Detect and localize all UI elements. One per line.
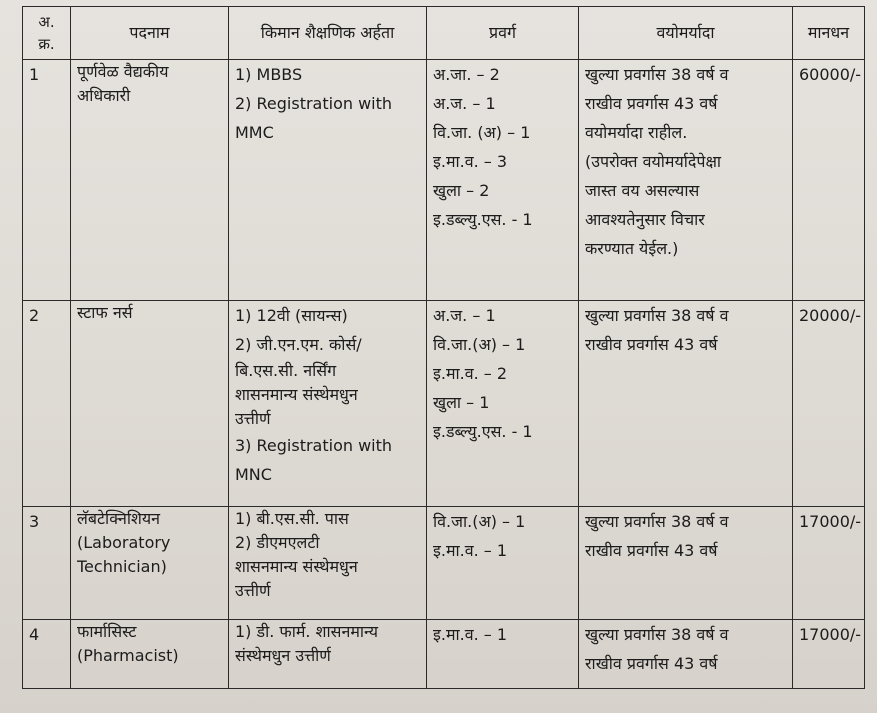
table-row (23, 620, 865, 689)
category-line: खुला – 2 (433, 181, 490, 200)
qualification-line: 1) डी. फार्म. शासनमान्य (235, 622, 379, 641)
category-line: इ.डब्ल्यु.एस. - 1 (433, 422, 533, 441)
category-line: इ.मा.व. – 3 (433, 152, 508, 171)
header-age-limit: वयोमर्यादा (579, 7, 793, 60)
cell-qualification (229, 507, 427, 620)
qualification-line: 2) जी.एन.एम. कोर्स/ (235, 335, 362, 354)
qualification-line: 2) Registration with (235, 94, 393, 113)
cell-age-limit (579, 60, 793, 301)
post-line: स्टाफ नर्स (77, 303, 133, 322)
category-line: इ.मा.व. – 1 (433, 625, 508, 644)
header-serial-line2: क्र. (38, 35, 55, 53)
age-limit-line: आवश्यतेनुसार विचार (585, 210, 705, 229)
cell-age-limit (579, 620, 793, 689)
qualification-line: संस्थेमधुन उत्तीर्ण (235, 646, 331, 665)
cell-serial-number: 3 (23, 507, 71, 620)
age-limit-line: राखीव प्रवर्गास 43 वर्ष (585, 335, 718, 354)
category-line: इ.डब्ल्यु.एस. - 1 (433, 210, 533, 229)
category-line: इ.मा.व. – 1 (433, 541, 508, 560)
cell-post (71, 301, 229, 507)
qualification-line: MMC (235, 123, 274, 142)
qualification-line: MNC (235, 465, 272, 484)
header-qualification: किमान शैक्षणिक अर्हता (229, 7, 427, 60)
qualification-line: 2) डीएमएलटी (235, 533, 320, 552)
table-row (23, 507, 865, 620)
qualification-line: 3) Registration with (235, 436, 393, 455)
age-limit-line: खुल्या प्रवर्गास 38 वर्ष व (585, 65, 729, 84)
age-limit-line: खुल्या प्रवर्गास 38 वर्ष व (585, 512, 729, 531)
cell-serial-number: 4 (23, 620, 71, 689)
post-line: पूर्णवेळ वैद्यकीय (77, 62, 169, 81)
age-limit-line: (उपरोक्त वयोमर्यादेपेक्षा (585, 152, 722, 171)
table-body (23, 60, 865, 689)
category-line: वि.जा.(अ) – 1 (433, 512, 526, 531)
header-serial-number (23, 7, 71, 60)
header-post: पदनाम (71, 7, 229, 60)
post-line: (Pharmacist) (77, 646, 179, 665)
cell-post (71, 60, 229, 301)
category-line: वि.जा. (अ) – 1 (433, 123, 531, 142)
category-line: अ.जा. – 2 (433, 65, 500, 84)
cell-serial-number: 1 (23, 60, 71, 301)
age-limit-line: खुल्या प्रवर्गास 38 वर्ष व (585, 306, 729, 325)
category-line: इ.मा.व. – 2 (433, 364, 508, 383)
post-line: (Laboratory (77, 533, 171, 552)
cell-pay: 17000/- (793, 507, 865, 620)
cell-category (427, 60, 579, 301)
category-line: अ.ज. – 1 (433, 94, 496, 113)
category-line: खुला – 1 (433, 393, 490, 412)
header-pay: मानधन (793, 7, 865, 60)
age-limit-line: राखीव प्रवर्गास 43 वर्ष (585, 94, 718, 113)
qualification-line: शासनमान्य संस्थेमधुन (235, 557, 358, 576)
post-line: अधिकारी (77, 86, 131, 105)
qualification-line: 1) 12वी (सायन्स) (235, 306, 348, 325)
cell-age-limit (579, 507, 793, 620)
cell-pay: 20000/- (793, 301, 865, 507)
cell-qualification (229, 301, 427, 507)
qualification-line: 1) MBBS (235, 65, 303, 84)
qualification-line: 1) बी.एस.सी. पास (235, 509, 349, 528)
category-line: वि.जा.(अ) – 1 (433, 335, 526, 354)
age-limit-line: खुल्या प्रवर्गास 38 वर्ष व (585, 625, 729, 644)
post-line: लॅबटेक्निशियन (77, 509, 161, 528)
qualification-line: उत्तीर्ण (235, 409, 271, 428)
qualification-line: बि.एस.सी. नर्सिंग (235, 361, 337, 380)
qualification-line: शासनमान्य संस्थेमधुन (235, 385, 358, 404)
cell-qualification (229, 620, 427, 689)
cell-age-limit (579, 301, 793, 507)
cell-post (71, 620, 229, 689)
recruitment-table (22, 6, 865, 689)
age-limit-line: राखीव प्रवर्गास 43 वर्ष (585, 654, 718, 673)
cell-post (71, 507, 229, 620)
cell-category (427, 301, 579, 507)
age-limit-line: राखीव प्रवर्गास 43 वर्ष (585, 541, 718, 560)
table-header (23, 7, 865, 60)
qualification-line: उत्तीर्ण (235, 581, 271, 600)
cell-qualification (229, 60, 427, 301)
header-category: प्रवर्ग (427, 7, 579, 60)
table-row (23, 301, 865, 507)
age-limit-line: वयोमर्यादा राहील. (585, 123, 688, 142)
post-line: फार्मासिस्ट (77, 622, 137, 641)
category-line: अ.ज. – 1 (433, 306, 496, 325)
table-row (23, 60, 865, 301)
header-row (23, 7, 865, 60)
post-line: Technician) (77, 557, 167, 576)
cell-serial-number: 2 (23, 301, 71, 507)
cell-category (427, 507, 579, 620)
cell-category (427, 620, 579, 689)
cell-pay: 60000/- (793, 60, 865, 301)
age-limit-line: करण्यात येईल.) (585, 239, 679, 258)
age-limit-line: जास्त वय असल्यास (585, 181, 700, 200)
header-serial-line1: अ. (38, 13, 55, 31)
cell-pay: 17000/- (793, 620, 865, 689)
